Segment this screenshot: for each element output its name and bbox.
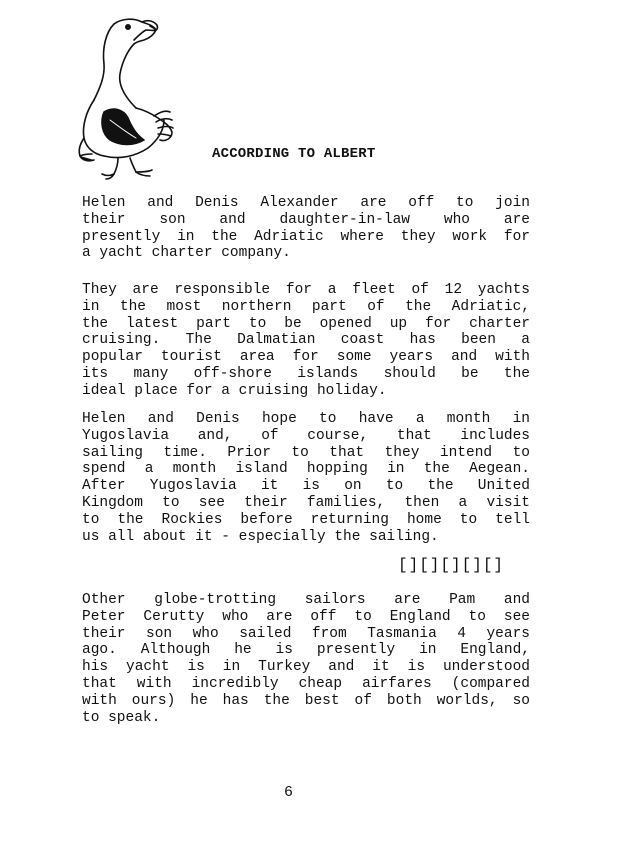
text-line: After Yugoslavia it is on to the United [82,478,530,495]
text-line: his yacht is in Turkey and it is understood [82,659,530,676]
text-line: their son and daughter-in-law who are [82,211,530,228]
text-line: to the Rockies before returning home to tell [82,511,530,528]
text-line: ideal place for a cruising holiday. [82,382,387,399]
text-line: They are responsible for a fleet of 12 yachts [82,282,530,298]
text-line: Kingdom to see their families, then a visit [82,494,530,511]
paragraph-3 [82,411,530,545]
text-line: Helen and Denis Alexander are off to join [82,195,530,211]
text-line: cruising. The Dalmatian coast has been a [82,332,530,349]
text-line: Yugoslavia and, of course, that includes [82,427,530,444]
paragraph-4 [82,592,530,726]
text-line: ago. Although he is presently in England, [82,642,530,659]
text-line: us all about it - especially the sailing. [82,528,439,545]
page-number: 6 [284,784,294,801]
albatross-icon [70,14,182,180]
paragraph-1 [82,195,530,262]
text-line: popular tourist area for some years and with [82,349,530,366]
text-line: its many off-shore islands should be the [82,365,530,382]
section-divider: [][][][][] [398,556,505,574]
paragraph-2 [82,282,530,400]
text-line: spend a month island hopping in the Aegean. [82,461,530,478]
text-line: sailing time. Prior to that they intend to [82,444,530,461]
text-line: presently in the Adriatic where they work for [82,228,530,245]
text-line: to speak. [82,709,161,726]
text-line: Peter Cerutty who are off to England to see [82,608,530,625]
text-line: in the most northern part of the Adriatic, [82,298,530,315]
text-line: Helen and Denis hope to have a month in [82,411,530,427]
text-line: a yacht charter company. [82,245,291,262]
text-line: that with incredibly cheap airfares (compared [82,675,530,692]
text-line: the latest part to be opened up for charter [82,315,530,332]
text-line: their son who sailed from Tasmania 4 years [82,625,530,642]
article-heading: ACCORDING TO ALBERT [212,146,376,162]
text-line: with ours) he has the best of both worlds, so [82,692,530,709]
text-line: Other globe-trotting sailors are Pam and [82,592,530,608]
